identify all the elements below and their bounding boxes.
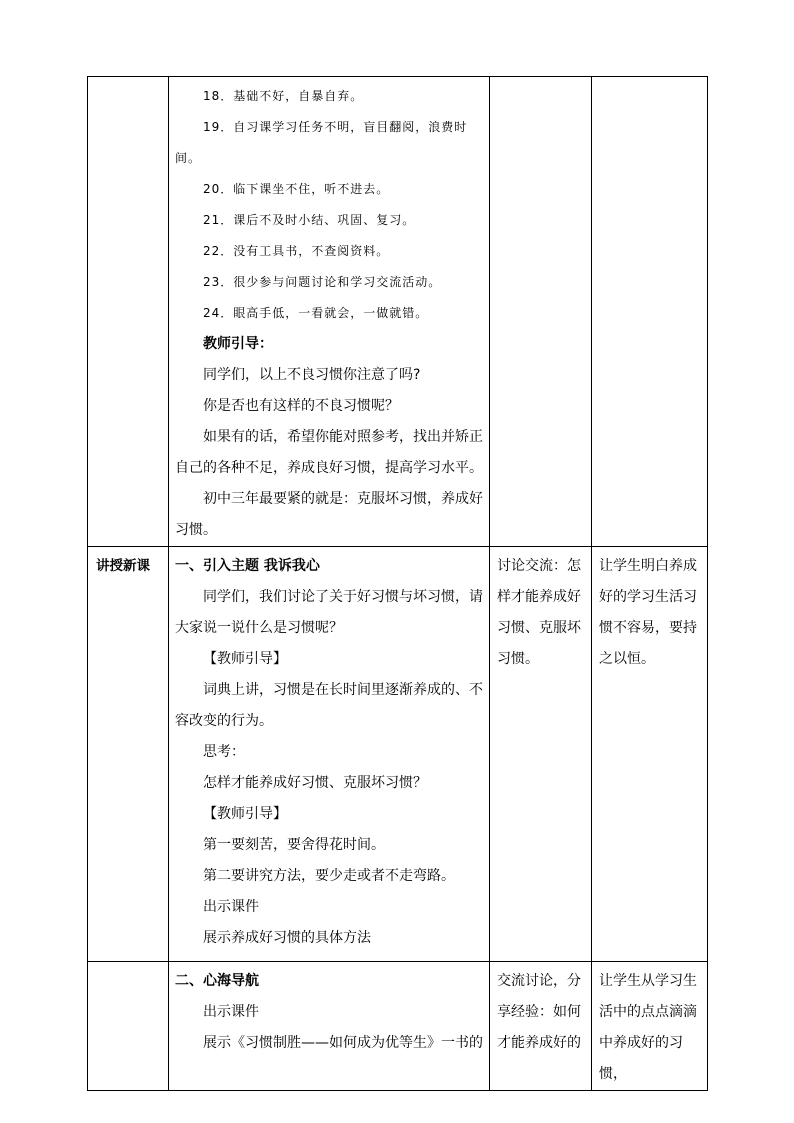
paragraph: 【教师引导】 bbox=[203, 806, 287, 822]
paragraph: 展示养成好习惯的具体方法 bbox=[203, 930, 371, 946]
paragraph: 同学们，我们讨论了关于好习惯与坏习惯，请大家说一说什么是习惯呢？ bbox=[175, 589, 483, 636]
design-intent: 让学生明白养成好的学习生活习惯不容易，要持之以恒。 bbox=[599, 558, 697, 667]
paragraph: 怎样才能养成好习惯、克服坏习惯？ bbox=[203, 775, 427, 791]
list-item: 24．眼高手低，一看就会，一做就错。 bbox=[203, 306, 429, 320]
table-row bbox=[88, 962, 708, 1091]
list-item: 19．自习课学习任务不明，盲目翻阅，浪费时间。 bbox=[175, 120, 468, 165]
list-item: 20．临下课坐不住，听不进去。 bbox=[203, 182, 390, 196]
student-activity: 讨论交流：怎样才能养成好习惯、克服坏习惯。 bbox=[497, 558, 581, 667]
design-intent: 让学生从学习生活中的点点滴滴中养成好的习惯， bbox=[599, 973, 697, 1082]
paragraph: 你是否也有这样的不良习惯呢？ bbox=[203, 398, 399, 414]
paragraph: 如果有的话，希望你能对照参考，找出并矫正自己的各种不足，养成良好习惯，提高学习水平。 bbox=[175, 429, 483, 476]
stage-cell-empty bbox=[88, 77, 169, 547]
list-item: 18．基础不好，自暴自弃。 bbox=[203, 89, 364, 103]
list-item: 21．课后不及时小结、巩固、复习。 bbox=[203, 213, 416, 227]
paragraph: 同学们，以上不良习惯你注意了吗? bbox=[203, 367, 421, 383]
list-item: 22．没有工具书，不查阅资料。 bbox=[203, 244, 390, 258]
section-title: 一、引入主题 我诉我心 bbox=[175, 558, 320, 574]
section-title: 二、心海导航 bbox=[175, 973, 259, 989]
activity-cell-empty bbox=[490, 77, 592, 547]
intent-cell bbox=[592, 547, 708, 962]
table-row bbox=[88, 547, 708, 962]
activity-cell bbox=[490, 962, 592, 1091]
stage-label: 讲授新课 bbox=[96, 558, 150, 574]
content-cell bbox=[169, 547, 490, 962]
teacher-guide-heading: 教师引导： bbox=[203, 336, 273, 352]
list-item: 23．很少参与问题讨论和学习交流活动。 bbox=[203, 275, 442, 289]
paragraph: 第二要讲究方法，要少走或者不走弯路。 bbox=[203, 868, 455, 884]
content-cell bbox=[169, 77, 490, 547]
paragraph: 第一要刻苦，要舍得花时间。 bbox=[203, 837, 385, 853]
stage-cell bbox=[88, 547, 169, 962]
paragraph: 展示《习惯制胜——如何成为优等生》一书的 bbox=[203, 1035, 483, 1051]
paragraph: 出示课件 bbox=[203, 1004, 259, 1020]
student-activity: 交流讨论，分享经验：如何才能养成好的 bbox=[497, 973, 581, 1051]
paragraph: 出示课件 bbox=[203, 899, 259, 915]
activity-cell bbox=[490, 547, 592, 962]
intent-cell bbox=[592, 962, 708, 1091]
paragraph: 【教师引导】 bbox=[203, 651, 287, 667]
content-cell bbox=[169, 962, 490, 1091]
stage-cell-empty bbox=[88, 962, 169, 1091]
table-row bbox=[88, 77, 708, 547]
lesson-plan-table bbox=[87, 76, 708, 1091]
intent-cell-empty bbox=[592, 77, 708, 547]
paragraph: 初中三年最要紧的就是：克服坏习惯，养成好习惯。 bbox=[175, 491, 483, 538]
paragraph: 思考： bbox=[203, 744, 245, 760]
paragraph: 词典上讲，习惯是在长时间里逐渐养成的、不容改变的行为。 bbox=[175, 682, 483, 729]
